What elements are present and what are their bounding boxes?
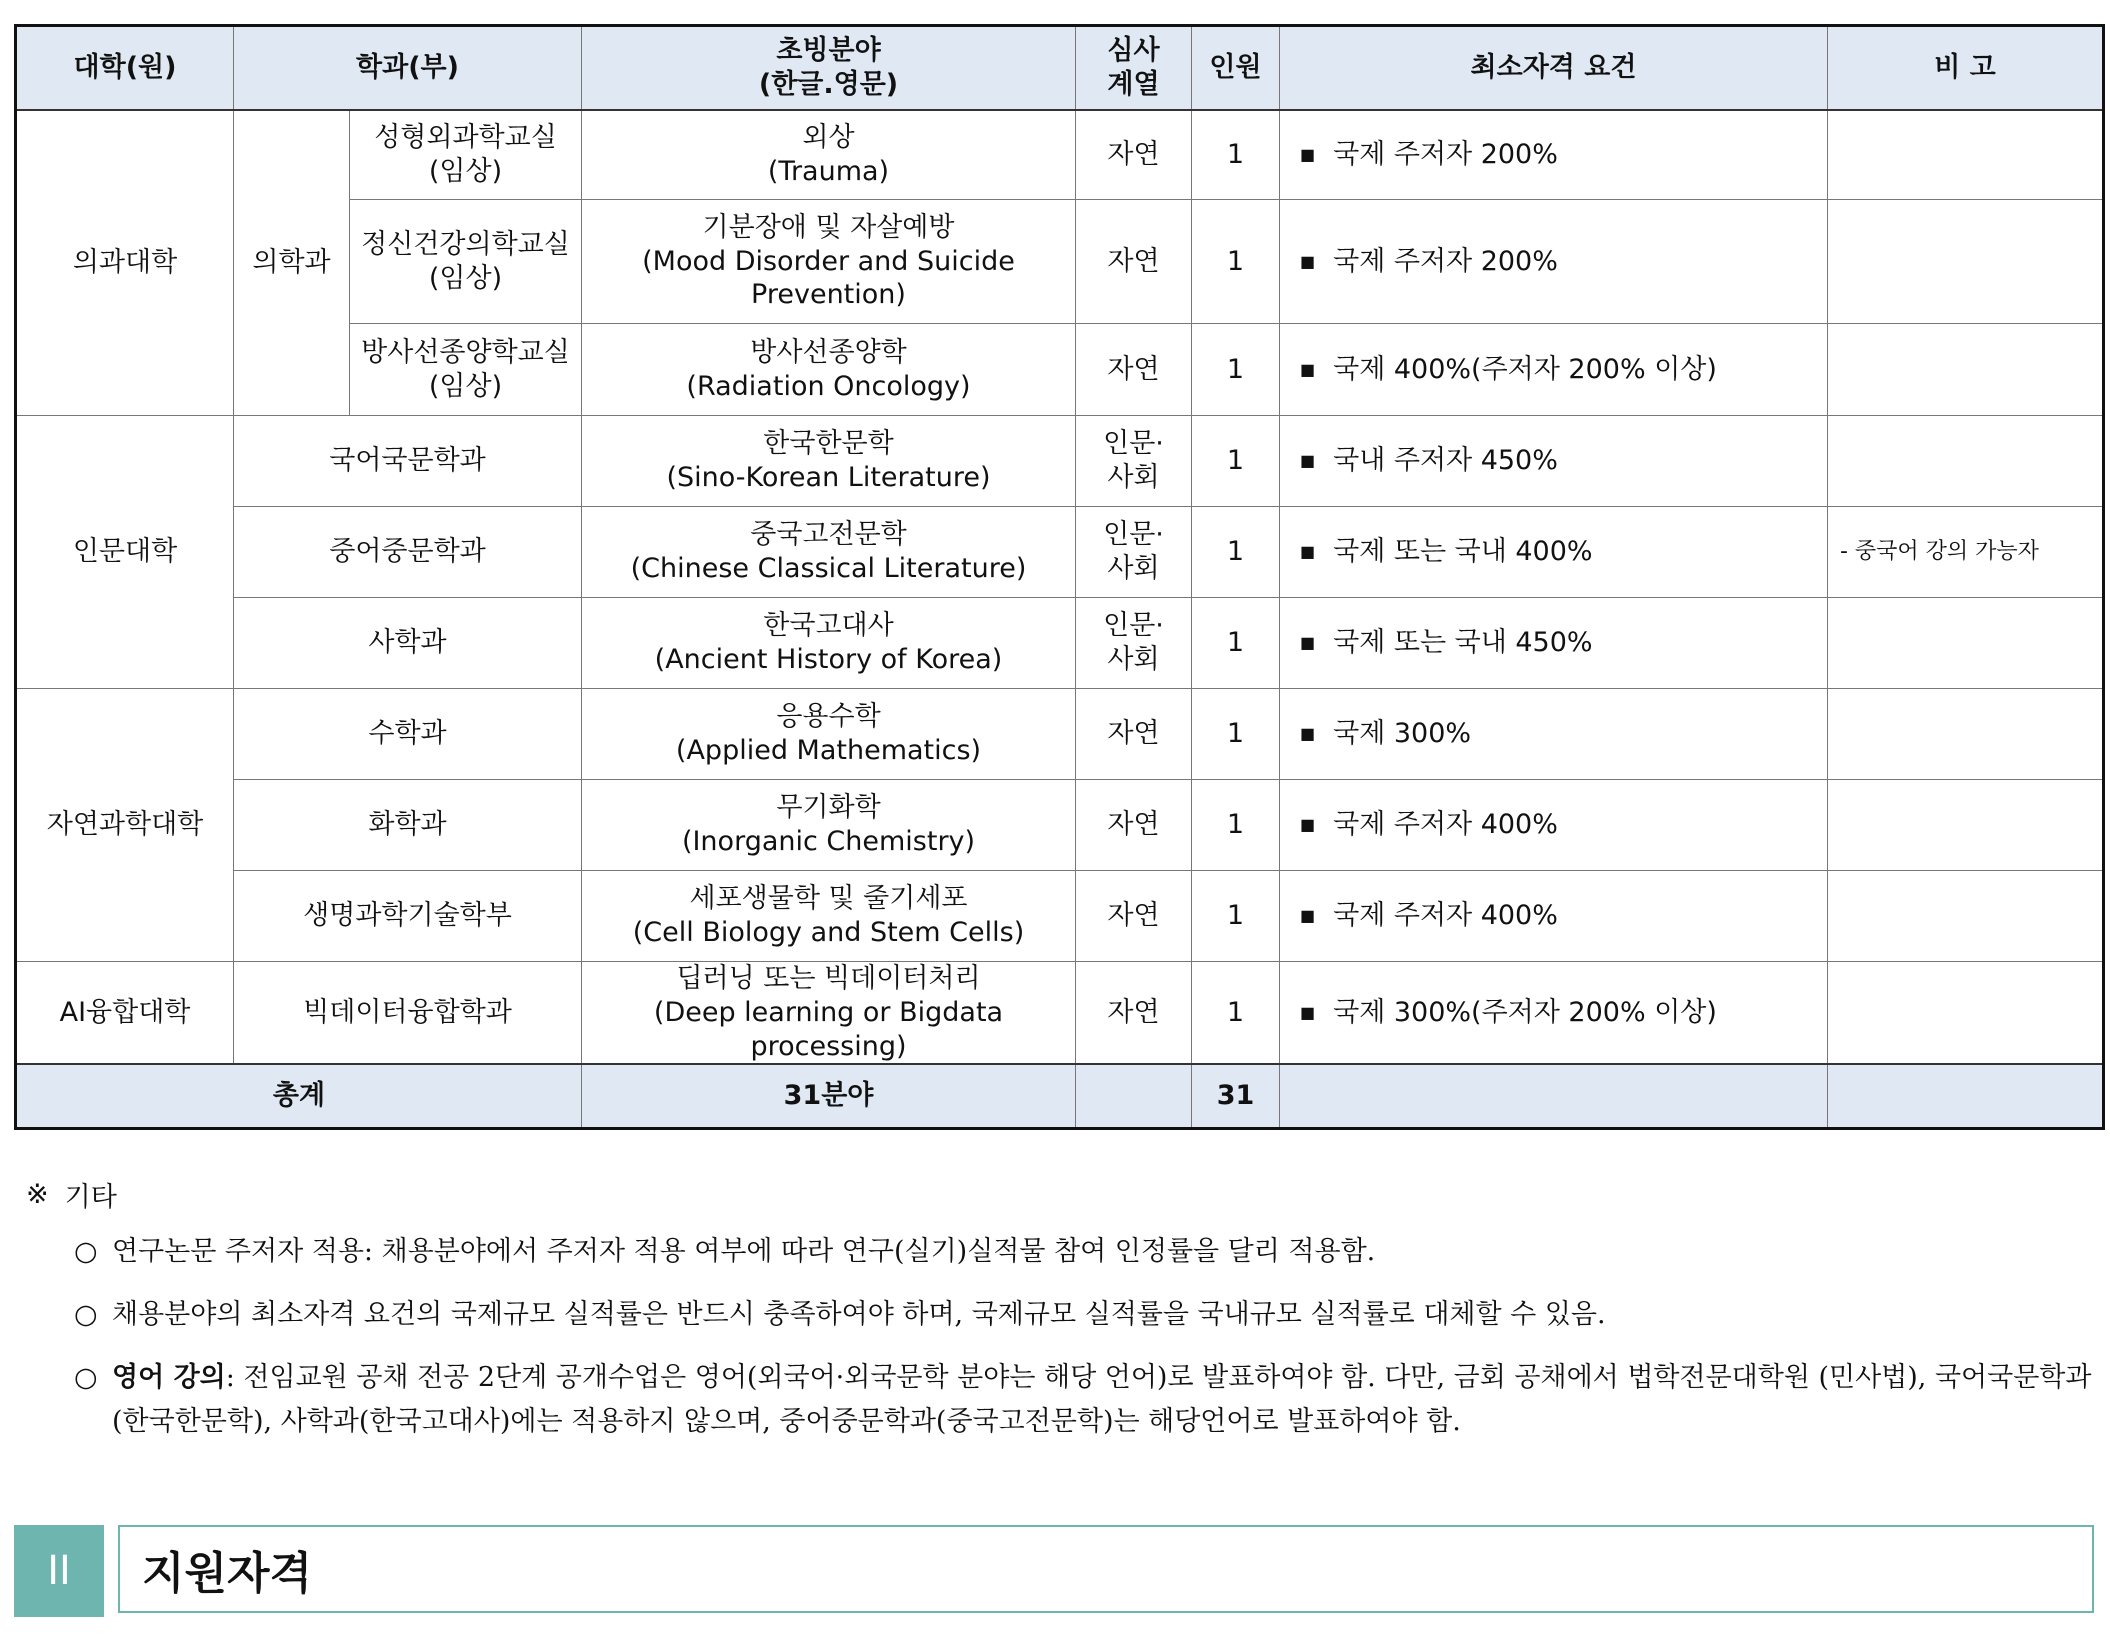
review-cell: 인문· 사회	[1076, 598, 1192, 689]
remark-cell	[1828, 780, 2104, 871]
college-cell: AI융합대학	[16, 962, 234, 1065]
review-cell: 인문· 사회	[1076, 416, 1192, 507]
subdept-cell: 정신건강의학교실 (임상)	[350, 200, 582, 324]
table-row	[16, 110, 2104, 200]
review-cell: 자연	[1076, 871, 1192, 962]
total-label: 총계	[16, 1064, 582, 1128]
table-row	[16, 871, 2104, 962]
note-text: 영어 강의: 전임교원 공채 전공 2단계 공개수업은 영어(외국어·외국문학 분야는 해당 언어)로 발표하여야 함. 다만, 금회 공채에서 법학전문대학원 (민사법), 국어국문학과(한국한문학), 사학과(한국고대사)에는 적용하지 않으며, 중어중문학과(중국고전문학)는 해당언어로 발표하여야 함.	[112, 1362, 2092, 1437]
remark-cell	[1828, 689, 2104, 780]
count-cell: 1	[1192, 416, 1280, 507]
review-cell: 자연	[1076, 324, 1192, 416]
section-header	[14, 1525, 2098, 1617]
review-cell: 자연	[1076, 200, 1192, 324]
count-cell: 1	[1192, 689, 1280, 780]
count-cell: 1	[1192, 324, 1280, 416]
dept-cell: 화학과	[234, 780, 582, 871]
section-number: II	[14, 1525, 104, 1617]
header-field: 초빙분야 (한글.영문)	[582, 26, 1076, 110]
remark-cell	[1828, 416, 2104, 507]
table-row	[16, 780, 2104, 871]
remark-cell: - 중국어 강의 가능자	[1828, 507, 2104, 598]
requirement-cell: ■ 국제 주저자 200%	[1280, 200, 1828, 324]
field-cell: 응용수학 (Applied Mathematics)	[582, 689, 1076, 780]
field-cell: 세포생물학 및 줄기세포 (Cell Biology and Stem Cells)	[582, 871, 1076, 962]
recruitment-table	[14, 24, 2105, 1130]
circle-bullet-icon: ○	[74, 1236, 98, 1267]
total-requirement	[1280, 1064, 1828, 1128]
count-cell: 1	[1192, 598, 1280, 689]
header-requirement: 최소자격 요건	[1280, 26, 1828, 110]
dept-cell: 빅데이터융합학과	[234, 962, 582, 1065]
bullet-icon: ■	[1300, 633, 1316, 653]
header-count: 인원	[1192, 26, 1280, 110]
requirement-cell: ■ 국내 주저자 450%	[1280, 416, 1828, 507]
bullet-icon: ■	[1300, 1002, 1316, 1022]
field-cell: 기분장애 및 자살예방 (Mood Disorder and Suicide Prevention)	[582, 200, 1076, 324]
bullet-icon: ■	[1300, 906, 1316, 926]
requirement-cell: ■ 국제 또는 국내 400%	[1280, 507, 1828, 598]
requirement-cell: ■ 국제 주저자 400%	[1280, 780, 1828, 871]
table-row	[16, 598, 2104, 689]
note-item	[74, 1356, 2106, 1442]
count-cell: 1	[1192, 871, 1280, 962]
notes-section	[26, 1175, 2106, 1463]
header-remark: 비 고	[1828, 26, 2104, 110]
table-row	[16, 416, 2104, 507]
review-cell: 자연	[1076, 689, 1192, 780]
note-item	[74, 1293, 2106, 1336]
field-cell: 한국한문학 (Sino-Korean Literature)	[582, 416, 1076, 507]
field-cell: 한국고대사 (Ancient History of Korea)	[582, 598, 1076, 689]
note-text: 연구논문 주저자 적용: 채용분야에서 주저자 적용 여부에 따라 연구(실기)실적물 참여 인정률을 달리 적용함.	[112, 1236, 1376, 1267]
review-cell: 자연	[1076, 780, 1192, 871]
count-cell: 1	[1192, 962, 1280, 1065]
requirement-cell: ■ 국제 주저자 400%	[1280, 871, 1828, 962]
field-cell: 외상 (Trauma)	[582, 110, 1076, 200]
total-remark	[1828, 1064, 2104, 1128]
total-count: 31	[1192, 1064, 1280, 1128]
field-cell: 방사선종양학 (Radiation Oncology)	[582, 324, 1076, 416]
circle-bullet-icon: ○	[74, 1299, 98, 1331]
header-dept: 학과(부)	[234, 26, 582, 110]
notes-title: 기타	[64, 1182, 117, 1213]
header-college: 대학(원)	[16, 26, 234, 110]
dept-cell: 생명과학기술학부	[234, 871, 582, 962]
field-cell: 무기화학 (Inorganic Chemistry)	[582, 780, 1076, 871]
circle-bullet-icon: ○	[74, 1362, 98, 1394]
bullet-icon: ■	[1300, 251, 1316, 271]
table-row	[16, 689, 2104, 780]
total-review	[1076, 1064, 1192, 1128]
note-text: 채용분야의 최소자격 요건의 국제규모 실적률은 반드시 충족하여야 하며, 국제규모 실적률을 국내규모 실적률로 대체할 수 있음.	[112, 1299, 1606, 1331]
requirement-cell: ■ 국제 주저자 200%	[1280, 110, 1828, 200]
reference-mark-icon: ※	[26, 1179, 49, 1210]
dept-cell: 의학과	[234, 110, 350, 416]
count-cell: 1	[1192, 200, 1280, 324]
dept-cell: 중어중문학과	[234, 507, 582, 598]
remark-cell	[1828, 324, 2104, 416]
field-cell: 중국고전문학 (Chinese Classical Literature)	[582, 507, 1076, 598]
bullet-icon: ■	[1300, 451, 1316, 471]
dept-cell: 수학과	[234, 689, 582, 780]
review-cell: 자연	[1076, 110, 1192, 200]
review-cell: 인문· 사회	[1076, 507, 1192, 598]
count-cell: 1	[1192, 780, 1280, 871]
college-cell: 인문대학	[16, 416, 234, 689]
bullet-icon: ■	[1300, 724, 1316, 744]
dept-cell: 사학과	[234, 598, 582, 689]
bullet-icon: ■	[1300, 815, 1316, 835]
requirement-cell: ■ 국제 400%(주저자 200% 이상)	[1280, 324, 1828, 416]
section-title: 지원자격	[118, 1525, 2094, 1613]
subdept-cell: 방사선종양학교실 (임상)	[350, 324, 582, 416]
total-row	[16, 1064, 2104, 1128]
remark-cell	[1828, 110, 2104, 200]
requirement-cell: ■ 국제 300%	[1280, 689, 1828, 780]
bullet-icon: ■	[1300, 359, 1316, 379]
review-cell: 자연	[1076, 962, 1192, 1065]
total-fields: 31분야	[582, 1064, 1076, 1128]
note-item	[74, 1230, 2106, 1273]
remark-cell	[1828, 200, 2104, 324]
requirement-cell: ■ 국제 300%(주저자 200% 이상)	[1280, 962, 1828, 1065]
dept-cell: 국어국문학과	[234, 416, 582, 507]
notes-heading	[26, 1175, 2106, 1214]
remark-cell	[1828, 598, 2104, 689]
table-row	[16, 962, 2104, 1065]
count-cell: 1	[1192, 110, 1280, 200]
count-cell: 1	[1192, 507, 1280, 598]
bullet-icon: ■	[1300, 144, 1316, 164]
remark-cell	[1828, 962, 2104, 1065]
college-cell: 의과대학	[16, 110, 234, 416]
subdept-cell: 성형외과학교실 (임상)	[350, 110, 582, 200]
requirement-cell: ■ 국제 또는 국내 450%	[1280, 598, 1828, 689]
college-cell: 자연과학대학	[16, 689, 234, 962]
remark-cell	[1828, 871, 2104, 962]
header-review: 심사 계열	[1076, 26, 1192, 110]
table-row	[16, 507, 2104, 598]
bullet-icon: ■	[1300, 542, 1316, 562]
field-cell: 딥러닝 또는 빅데이터처리 (Deep learning or Bigdata processing)	[582, 962, 1076, 1065]
